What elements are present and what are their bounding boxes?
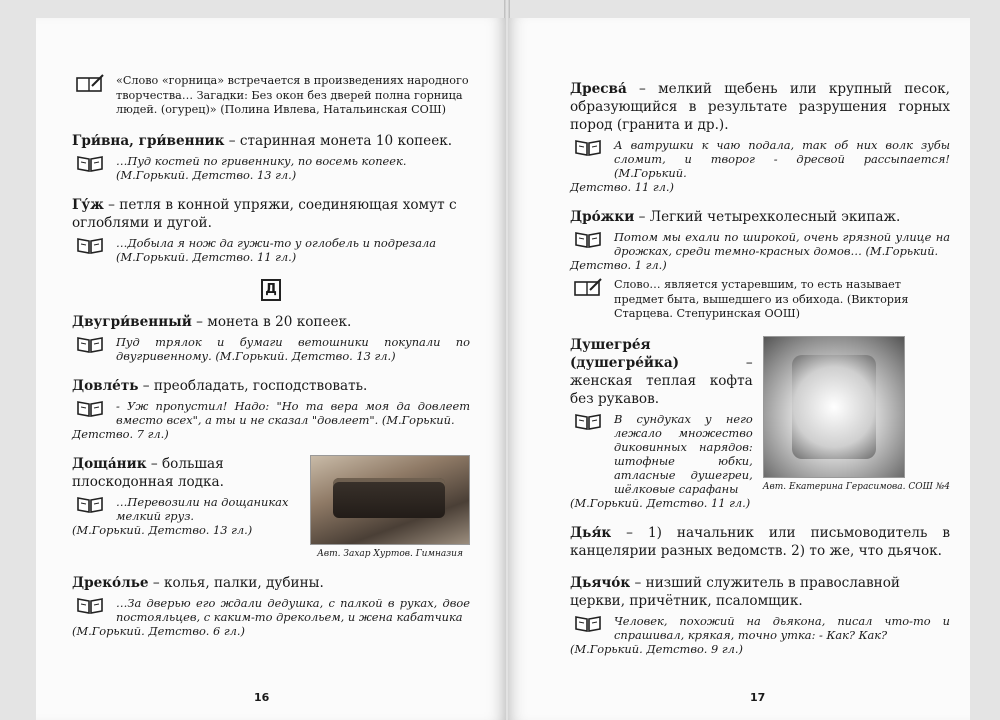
quote-dresva-source: Детство. 11 гл.) bbox=[570, 180, 674, 194]
quote-drozhki-source: Детство. 1 гл.) bbox=[570, 258, 667, 272]
definition-grivna: – старинная монета 10 копеек. bbox=[224, 132, 453, 149]
quote-grivna bbox=[72, 154, 470, 182]
quote-doshchanik bbox=[72, 495, 470, 537]
entry-guzh bbox=[72, 196, 470, 264]
book-pen-icon bbox=[574, 278, 602, 296]
entry-dyachok bbox=[570, 574, 950, 656]
quote-drekolye-text: …За дверью его ждали дедушка, с палкой в руках, двое постояльцев, с каким-то дрекольем, и жена кабатчика bbox=[116, 595, 470, 624]
quote-dushegreya bbox=[570, 412, 950, 510]
quote-drozhki-text: Потом мы ехали по широкой, очень грязной улице на дрожках, среди темно-красных домов… (М.Горький. bbox=[614, 230, 950, 258]
drozhki-note-text: Слово… является устаревшим, то есть называет предмет быта, вышедшего из обихода. (Виктория Старцева. Степуринская ООШ) bbox=[614, 278, 909, 320]
entry-doshchanik bbox=[72, 455, 470, 560]
entry-drekolye bbox=[72, 574, 470, 638]
term-dyachok: Дьячо́к bbox=[570, 574, 631, 591]
definition-doshchanik: – большая плоскодонная лодка. bbox=[72, 455, 224, 490]
definition-drekolye: – колья, палки, дубины. bbox=[148, 574, 324, 591]
open-book-icon bbox=[76, 236, 104, 254]
quote-grivna-text: …Пуд костей по гривеннику, по восемь копеек. bbox=[116, 153, 407, 168]
entry-drozhki bbox=[570, 208, 950, 322]
term-dovlet: Довле́ть bbox=[72, 377, 139, 394]
entry-dovlet bbox=[72, 377, 470, 441]
term-guzh: Гу́ж bbox=[72, 196, 104, 213]
term-dushegreya: Душегре́я (душегре́йка) bbox=[570, 336, 680, 371]
entry-dvugrivenny bbox=[72, 313, 470, 363]
entry-grivna bbox=[72, 132, 470, 182]
book-pen-icon bbox=[76, 74, 104, 92]
open-book-icon bbox=[76, 495, 104, 513]
definition-dovlet: – преобладать, господствовать. bbox=[138, 377, 368, 394]
definition-dyak: – 1) начальник или письмоводитель в канцелярии разных ведомств. 2) то же, что дьячок. bbox=[570, 524, 950, 559]
term-dyak: Дья́к bbox=[570, 524, 612, 541]
term-dvugrivenny: Двугри́венный bbox=[72, 313, 192, 330]
quote-drekolye bbox=[72, 596, 470, 638]
quote-dovlet-text: - Уж пропустил! Надо: "Но та вера моя да довлеет вместо всех", а ты и не сказал "довлеет". (М.Горький. bbox=[116, 398, 470, 427]
entry-dushegreya bbox=[570, 336, 950, 510]
quote-grivna-source: (М.Горький. Детство. 13 гл.) bbox=[116, 167, 297, 182]
letter-heading bbox=[72, 278, 470, 301]
intro-note bbox=[72, 74, 470, 118]
photo-fur-caption: Авт. Екатерина Герасимова. СОШ №4 bbox=[762, 481, 950, 492]
left-page bbox=[36, 18, 506, 720]
definition-guzh: – петля в конной упряжи, соединяющая хомут с оглоблями и дугой. bbox=[72, 196, 457, 231]
drozhki-note bbox=[570, 278, 950, 322]
term-drozhki: Дро́жки bbox=[570, 209, 635, 225]
quote-drekolye-source: (М.Горький. Детство. 6 гл.) bbox=[72, 623, 245, 638]
open-book-icon bbox=[76, 335, 104, 353]
quote-dvugrivenny bbox=[72, 335, 470, 363]
photo-boat-caption: Авт. Захар Хуртов. Гимназия bbox=[317, 548, 463, 559]
term-doshchanik: Доща́ник bbox=[72, 455, 147, 472]
entry-dresva bbox=[570, 80, 950, 194]
entry-dyak bbox=[570, 524, 950, 560]
quote-dovlet-source: Детство. 7 гл.) bbox=[72, 426, 169, 441]
quote-dushegreya-source: (М.Горький. Детство. 11 гл.) bbox=[570, 495, 751, 510]
definition-dvugrivenny: – монета в 20 копеек. bbox=[191, 313, 352, 330]
open-book-icon bbox=[76, 399, 104, 417]
definition-drozhki: – Легкий четырехколесный экипаж. bbox=[634, 209, 901, 225]
term-grivna: Гри́вна, гри́венник bbox=[72, 132, 225, 149]
quote-dresva-text: А ватрушки к чаю подала, так об них волк зубы сломит, и творог - дресвой рассыпается! (М.Горький. bbox=[614, 138, 950, 180]
open-book-icon bbox=[574, 412, 602, 430]
quote-guzh-text: …Добыла я нож да гужи-то у оглобель и подрезала bbox=[116, 235, 437, 250]
definition-dresva: – мелкий щебень или крупный песок, образующийся в результате разрушения горных пород (гранита и др.). bbox=[570, 81, 950, 133]
quote-dushegreya-text: В сундуках у него лежало множество диковинных нарядов: штофные юбки, атласные душегреи, шёлковые сарафаны bbox=[614, 411, 753, 496]
intro-note-text: «Слово «горница» встречается в произведениях народного творчества… Загадки: Без окон без дверей полна горница людей. (огурец)» (Полина Ивлева, Натальинская СОШ) bbox=[116, 74, 469, 116]
quote-guzh-source: (М.Горький. Детство. 11 гл.) bbox=[116, 249, 297, 264]
quote-doshchanik-source: (М.Горький. Детство. 13 гл.) bbox=[72, 522, 253, 537]
page-number-right: 17 bbox=[750, 691, 766, 704]
right-page bbox=[508, 18, 970, 720]
page-number-left: 16 bbox=[254, 691, 270, 704]
quote-dovlet bbox=[72, 399, 470, 441]
open-book-icon bbox=[574, 614, 602, 632]
quote-doshchanik-text: …Перевозили на дощаниках мелкий груз. bbox=[116, 494, 289, 523]
quote-dresva bbox=[570, 138, 950, 194]
quote-dvugrivenny-text: Пуд трялок и бумаги ветошники покупали по двугривенному. (М.Горький. Детство. 13 гл.) bbox=[116, 334, 470, 363]
open-book-icon bbox=[76, 154, 104, 172]
quote-dyachok-source: (М.Горький. Детство. 9 гл.) bbox=[570, 641, 743, 656]
definition-dyachok: – низший служитель в православной церкви, причётник, псаломщик. bbox=[570, 574, 900, 609]
open-book-icon bbox=[574, 230, 602, 248]
quote-guzh bbox=[72, 236, 470, 264]
quote-dyachok-text: Человек, похожий на дьякона, писал что-то и спрашивал, крякая, точно утка: - Как? Как? bbox=[614, 613, 950, 642]
letter-heading-text: Д bbox=[261, 279, 281, 301]
term-dresva: Дресва́ bbox=[570, 81, 627, 97]
open-book-icon bbox=[76, 596, 104, 614]
open-book-icon bbox=[574, 138, 602, 156]
quote-drozhki bbox=[570, 230, 950, 272]
definition-dushegreya: – женская теплая кофта без рукавов. bbox=[570, 354, 753, 407]
term-drekolye: Дреко́лье bbox=[72, 574, 149, 591]
quote-dyachok bbox=[570, 614, 950, 656]
